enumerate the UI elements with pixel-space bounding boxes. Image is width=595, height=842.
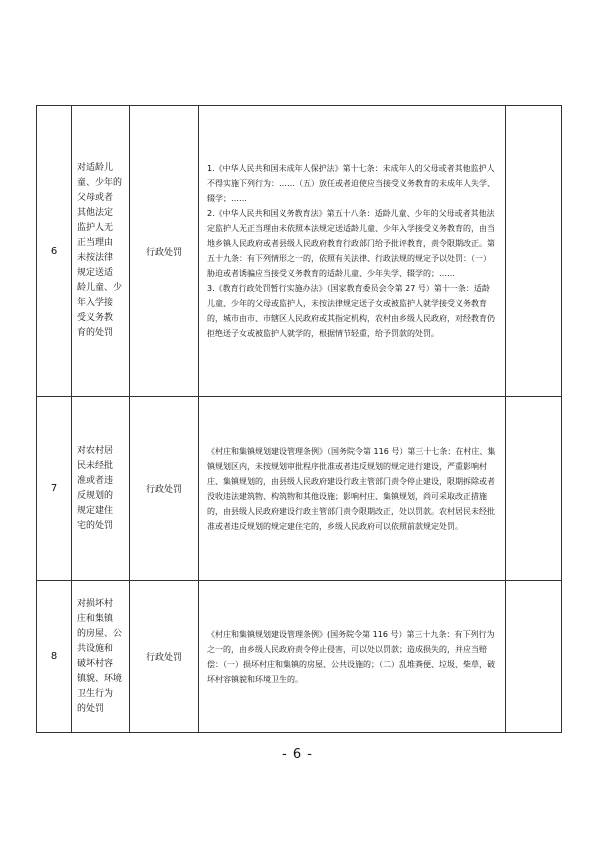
table-row [37,397,562,581]
basis-paragraph: 3.《教育行政处罚暂行实施办法》（国家教育委员会令第 27 号）第十一条：适龄儿童、少年的父母或监护人，未按法律规定送子女或被监护人就学接受义务教育的，城市由市、市辖区人民政府或其指定机构，农村由乡级人民政府，对经教育仍拒绝送子女或被监护人就学的，根据情节轻重，给予罚款的处罚。 [207,284,495,338]
basis-paragraph: 《村庄和集镇规划建设管理条例》（国务院令第 116 号）第三十七条：在村庄、集镇规划区内，未按规划审批程序批准或者违反规划的规定进行建设，严重影响村庄、集镇规划的，由县级人民政府建设行政主管部门责令停止建设，限期拆除或者没收违法建筑物、构筑物和其他设施；影响村庄、集镇规划，尚可采取改正措施的，由县级人民政府建设行政主管部门责令限期改正，处以罚款。农村居民未经批准或者违反规划的规定建住宅的，乡级人民政府可以依照前款规定处罚。 [207,446,496,531]
table-row [37,581,562,733]
legal-basis [199,397,506,581]
basis-paragraph: 1.《中华人民共和国未成年人保护法》第十七条：未成年人的父母或者其他监护人不得实施下列行为：……（五）放任或者迫使应当接受义务教育的未成年人失学、辍学；…… [207,164,495,203]
row-number: 8 [37,581,72,733]
item-type: 行政处罚 [130,397,199,581]
item-name: 对农村居 民未经批 准或者违 反规划的 规定建住 宅的处罚 [72,397,130,581]
legal-basis [199,581,506,733]
table-row [37,106,562,397]
row-number: 7 [37,397,72,581]
basis-paragraph: 《村庄和集镇规划建设管理条例》(国务院令第 116 号）第三十九条：有下列行为之一的，由乡级人民政府责令停止侵害，可以处以罚款；造成损失的，并应当赔偿：（一）损坏村庄和集镇的房屋、公共设施的；（二）乱堆粪便、垃圾、柴草，破坏村容镇貌和环境卫生的。 [207,629,495,684]
row-number: 6 [37,106,72,397]
basis-paragraph: 2.《中华人民共和国义务教育法》第五十八条：适龄儿童、少年的父母或者其他法定监护人无正当理由未依照本法规定送适龄儿童、少年入学接受义务教育的，由当地乡镇人民政府或者县级人民政府教育行政部门给予批评教育，责令限期改正。第五十九条：有下列情形之一的，依照有关法律、行政法规的规定予以处罚：（一）胁迫或者诱骗应当接受义务教育的适龄儿童、少年失学、辍学的；…… [207,209,495,278]
empty-cell [506,581,562,733]
legal-basis [199,106,506,397]
item-name: 对损坏村 庄和集镇 的房屋、公 共设施和 破坏村容 镇貌、环境 卫生行为 的处罚 [72,581,130,733]
item-name: 对适龄儿 童、少年的 父母或者 其他法定 监护人无 正当理由 未按法律 规定送适 龄儿童、少 年入学接 受义务教 育的处罚 [72,106,130,397]
item-type: 行政处罚 [130,106,199,397]
empty-cell [506,106,562,397]
empty-cell [506,397,562,581]
penalty-table [36,105,562,733]
item-type: 行政处罚 [130,581,199,733]
page-number: - 6 - [282,747,313,762]
